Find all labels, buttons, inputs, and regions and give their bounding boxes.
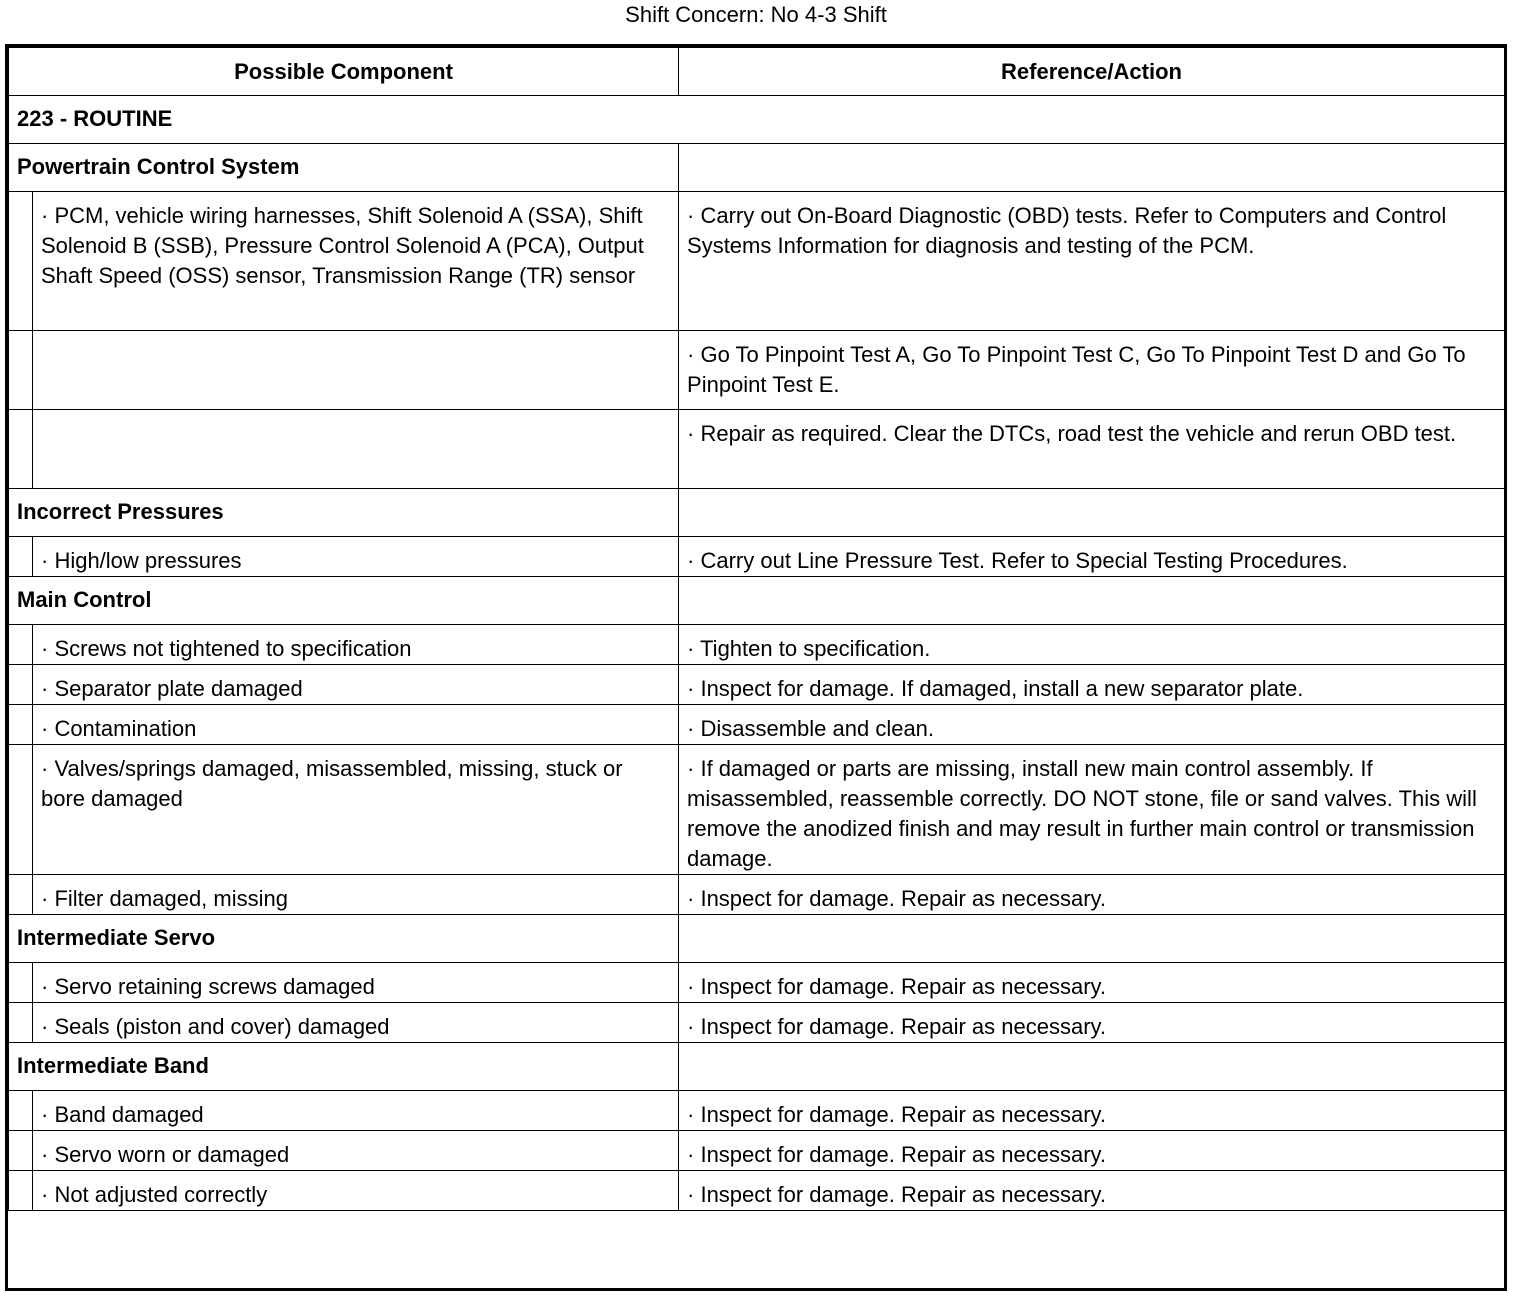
table-row <box>9 410 1505 489</box>
reference-action-cell: · Carry out On-Board Diagnostic (OBD) tests. Refer to Computers and Control Systems Information for diagnosis and testing of the PCM. <box>679 192 1505 331</box>
reference-action-cell: · Repair as required. Clear the DTCs, road test the vehicle and rerun OBD test. <box>679 410 1505 489</box>
row-indent <box>9 1091 33 1131</box>
table-row <box>9 963 1505 1003</box>
row-indent <box>9 875 33 915</box>
section-title: Powertrain Control System <box>9 144 679 192</box>
reference-action-cell: · Tighten to specification. <box>679 625 1505 665</box>
page-title: Shift Concern: No 4-3 Shift <box>625 2 887 27</box>
table-row <box>9 1091 1505 1131</box>
possible-component-cell <box>33 410 679 489</box>
reference-action-cell: · If damaged or parts are missing, install new main control assembly. If misassembled, reassemble correctly. DO NOT stone, file or sand valves. This will remove the anodized finish and may result in further main control or transmission damage. <box>679 745 1505 875</box>
section-action-empty <box>679 1043 1505 1091</box>
section-action-empty <box>679 577 1505 625</box>
row-indent <box>9 1003 33 1043</box>
possible-component-cell: · Screws not tightened to specification <box>33 625 679 665</box>
row-indent <box>9 665 33 705</box>
table-row <box>9 1171 1505 1211</box>
table-row <box>9 665 1505 705</box>
reference-action-cell: · Inspect for damage. Repair as necessary. <box>679 1171 1505 1211</box>
reference-action-cell: · Inspect for damage. Repair as necessary. <box>679 1091 1505 1131</box>
header-possible-component: Possible Component <box>9 48 679 96</box>
table-row <box>9 192 1505 331</box>
table-row <box>9 1003 1505 1043</box>
reference-action-cell: · Inspect for damage. Repair as necessary. <box>679 1003 1505 1043</box>
table-header-row <box>9 48 1505 96</box>
possible-component-cell: · Band damaged <box>33 1091 679 1131</box>
section-header-row <box>9 1043 1505 1091</box>
row-indent <box>9 410 33 489</box>
possible-component-cell: · PCM, vehicle wiring harnesses, Shift Solenoid A (SSA), Shift Solenoid B (SSB), Pressure Control Solenoid A (PCA), Output Shaft Speed (OSS) sensor, Transmission Range (TR) sensor <box>33 192 679 331</box>
section-header-row <box>9 144 1505 192</box>
possible-component-cell: · High/low pressures <box>33 537 679 577</box>
possible-component-cell: · Seals (piston and cover) damaged <box>33 1003 679 1043</box>
header-reference-action: Reference/Action <box>679 48 1505 96</box>
row-indent <box>9 745 33 875</box>
row-indent <box>9 963 33 1003</box>
reference-action-cell: · Inspect for damage. Repair as necessary. <box>679 1131 1505 1171</box>
table-row <box>9 875 1505 915</box>
possible-component-cell: · Filter damaged, missing <box>33 875 679 915</box>
diagnosis-table <box>8 47 1505 1211</box>
section-title: Main Control <box>9 577 679 625</box>
reference-action-cell: · Disassemble and clean. <box>679 705 1505 745</box>
row-indent <box>9 192 33 331</box>
section-title: Incorrect Pressures <box>9 489 679 537</box>
section-header-row <box>9 577 1505 625</box>
table-row <box>9 537 1505 577</box>
section-header-row <box>9 489 1505 537</box>
row-indent <box>9 1171 33 1211</box>
reference-action-cell: · Go To Pinpoint Test A, Go To Pinpoint Test C, Go To Pinpoint Test D and Go To Pinpoint Test E. <box>679 331 1505 410</box>
section-action-empty <box>679 915 1505 963</box>
section-action-empty <box>679 144 1505 192</box>
possible-component-cell: · Servo retaining screws damaged <box>33 963 679 1003</box>
row-indent <box>9 625 33 665</box>
reference-action-cell: · Inspect for damage. Repair as necessary. <box>679 875 1505 915</box>
section-title: Intermediate Servo <box>9 915 679 963</box>
reference-action-cell: · Carry out Line Pressure Test. Refer to Special Testing Procedures. <box>679 537 1505 577</box>
possible-component-cell: · Contamination <box>33 705 679 745</box>
diagnosis-table-frame <box>5 44 1507 1291</box>
possible-component-cell <box>33 331 679 410</box>
table-row <box>9 625 1505 665</box>
routine-row <box>9 96 1505 144</box>
table-row <box>9 1131 1505 1171</box>
possible-component-cell: · Valves/springs damaged, misassembled, missing, stuck or bore damaged <box>33 745 679 875</box>
reference-action-cell: · Inspect for damage. Repair as necessary. <box>679 963 1505 1003</box>
section-action-empty <box>679 489 1505 537</box>
row-indent <box>9 537 33 577</box>
table-row <box>9 331 1505 410</box>
reference-action-cell: · Inspect for damage. If damaged, install a new separator plate. <box>679 665 1505 705</box>
possible-component-cell: · Servo worn or damaged <box>33 1131 679 1171</box>
section-header-row <box>9 915 1505 963</box>
possible-component-cell: · Not adjusted correctly <box>33 1171 679 1211</box>
row-indent <box>9 331 33 410</box>
routine-label: 223 - ROUTINE <box>9 96 1505 144</box>
table-row <box>9 705 1505 745</box>
section-title: Intermediate Band <box>9 1043 679 1091</box>
table-row <box>9 745 1505 875</box>
table-body <box>9 96 1505 1211</box>
row-indent <box>9 1131 33 1171</box>
possible-component-cell: · Separator plate damaged <box>33 665 679 705</box>
row-indent <box>9 705 33 745</box>
